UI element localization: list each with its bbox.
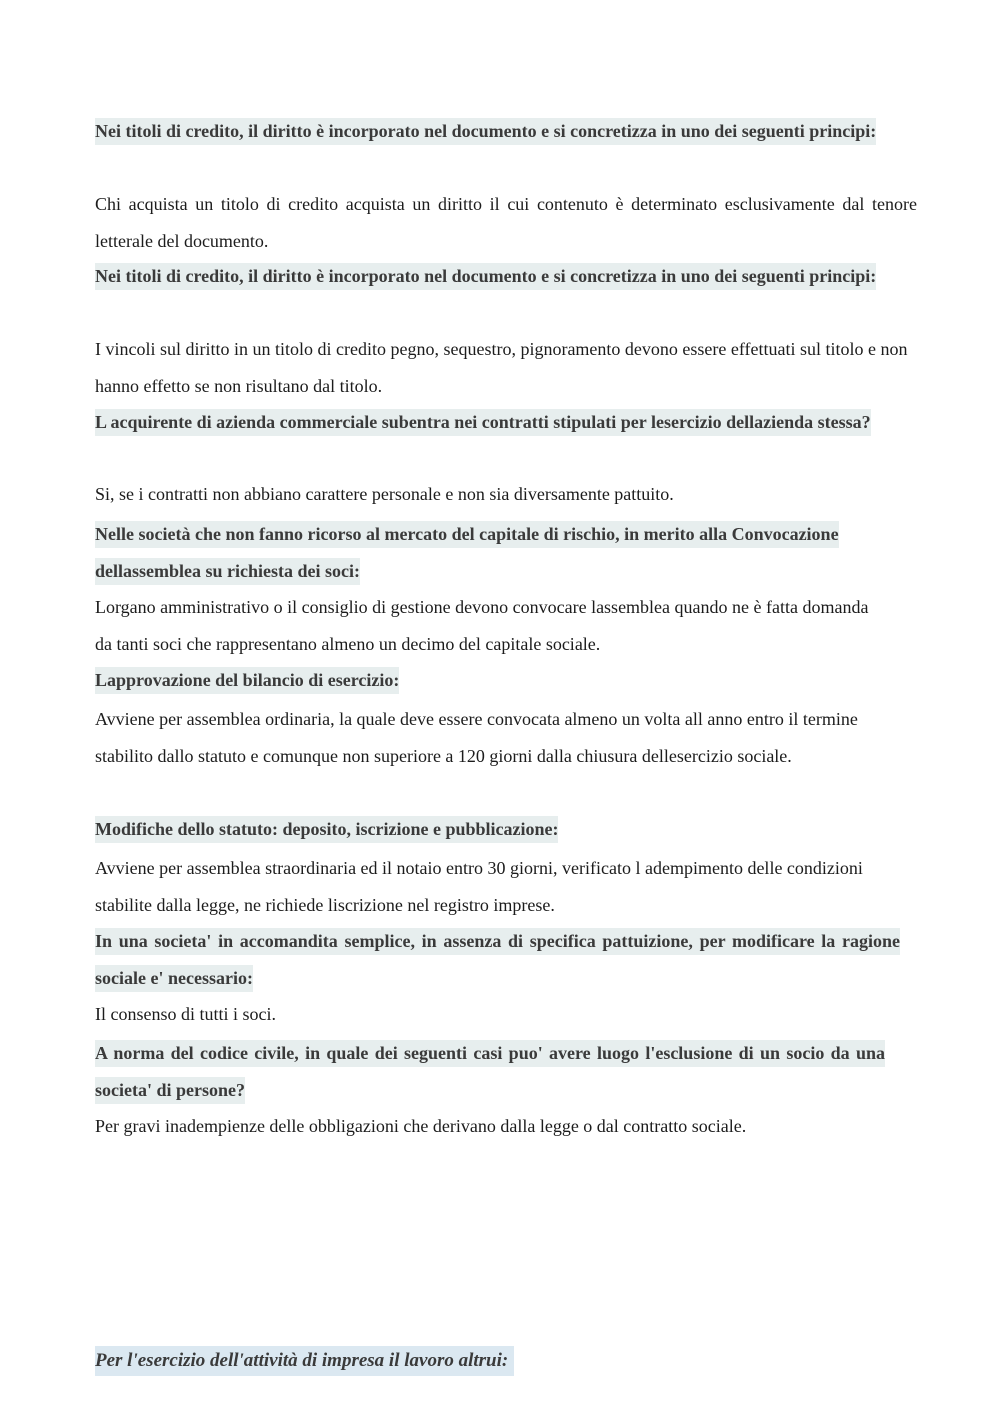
answer-3: Si, se i contratti non abbiano carattere personale e non sia diversamente pattuito.	[95, 484, 674, 504]
answer-8: Per gravi inadempienze delle obbligazioni che derivano dalla legge o dal contratto sociale.	[95, 1116, 747, 1136]
answer-4: Lorgano amministrativo o il consiglio di gestione devono convocare lassemblea quando ne è fatta domanda da tanti soci che rappresentano almeno un decimo del capitale sociale.	[95, 597, 869, 654]
question-text: In una societa' in accomandita semplice, in assenza di specifica pattuizione, per modificare la ragione sociale e' necessario:	[95, 928, 900, 992]
question-text: Modifiche dello statuto: deposito, iscrizione e pubblicazione:	[95, 816, 558, 843]
answer-7: Il consenso di tutti i soci.	[95, 1004, 276, 1024]
question-text: Nei titoli di credito, il diritto è incorporato nel documento e si concretizza in uno dei seguenti principi:	[95, 263, 876, 290]
question-text: Nei titoli di credito, il diritto è incorporato nel documento e si concretizza in uno dei seguenti principi:	[95, 118, 876, 145]
question-text: Lapprovazione del bilancio di esercizio:	[95, 667, 399, 694]
answer-2: I vincoli sul diritto in un titolo di credito pegno, sequestro, pignoramento devono essere effettuati sul titolo e non hanno effetto se non risultano dal titolo.	[95, 339, 908, 396]
question-6	[95, 811, 917, 848]
question-8	[95, 1035, 885, 1108]
question-text: Nelle società che non fanno ricorso al mercato del capitale di rischio, in merito alla Convocazione dellassemblea su richiesta dei soci:	[95, 521, 839, 585]
answer-6: Avviene per assemblea straordinaria ed il notaio entro 30 giorni, verificato l adempimento delle condizioni stabilite dalla legge, ne richiede liscrizione nel registro imprese.	[95, 858, 863, 915]
question-2	[95, 258, 917, 295]
question-4	[95, 516, 905, 589]
footer-question	[95, 1343, 514, 1379]
question-7	[95, 923, 900, 996]
question-5	[95, 662, 917, 699]
answer-5: Avviene per assemblea ordinaria, la quale deve essere convocata almeno un volta all anno entro il termine stabilito dallo statuto e comunque non superiore a 120 giorni dalla chiusura dellesercizio sociale.	[95, 709, 858, 766]
footer-question-text: Per l'esercizio dell'attività di impresa il lavoro altrui:	[95, 1346, 514, 1376]
question-1	[95, 113, 917, 150]
question-text: L acquirente di azienda commerciale subentra nei contratti stipulati per lesercizio dellazienda stessa?	[95, 409, 871, 436]
answer-1: Chi acquista un titolo di credito acquista un diritto il cui contenuto è determinato esclusivamente dal tenore letterale del documento.	[95, 194, 917, 251]
question-text: A norma del codice civile, in quale dei seguenti casi puo' avere luogo l'esclusione di un socio da una societa' di persone?	[95, 1040, 885, 1104]
question-3	[95, 404, 895, 441]
